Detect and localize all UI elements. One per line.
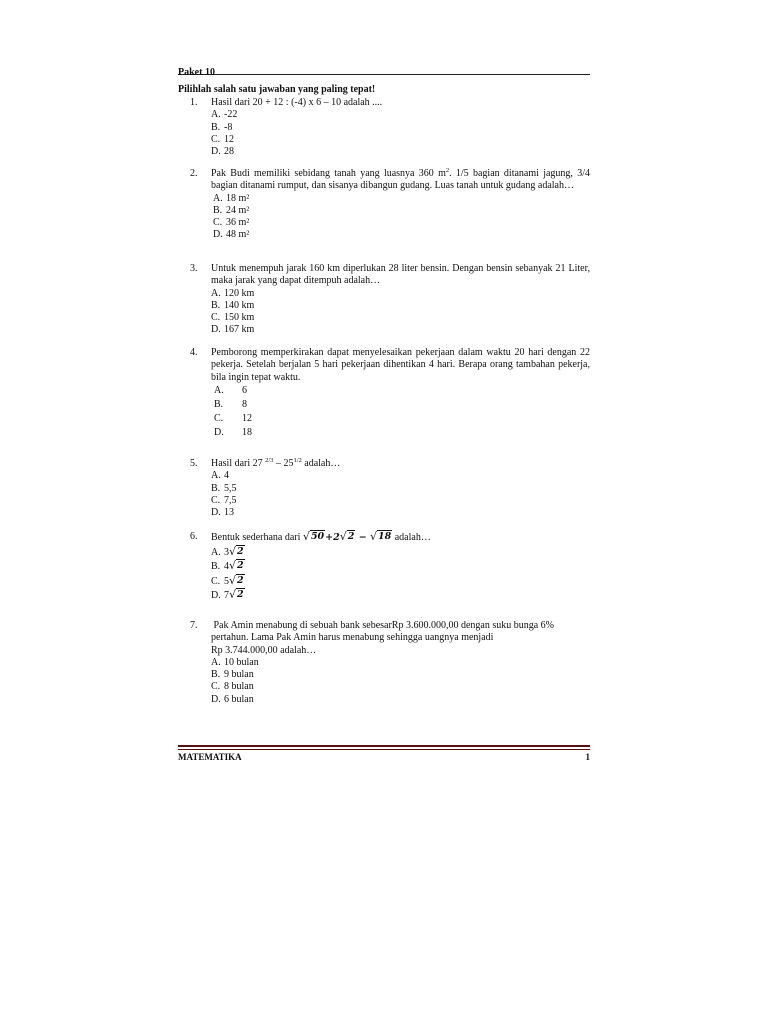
question-text: Pemborong memperkirakan dapat menyelesaikan pekerjaan dalam waktu 20 hari dengan 22 pekerja. Setelah berjalan 5 hari pekerjaan dihentikan 4 hari. Berapa orang tambahan pekerja, bila ingin tepat waktu. bbox=[211, 347, 590, 383]
radical-18: √ 18 bbox=[369, 530, 392, 543]
option-b: B. 5,5 bbox=[211, 482, 237, 494]
question-text: Hasil dari 20 + 12 : (-4) x 6 – 10 adalah .... bbox=[211, 97, 383, 108]
option-d: D. 6 bulan bbox=[211, 693, 254, 705]
option-d: D. 13 bbox=[211, 507, 234, 519]
option-a: A. 10 bulan bbox=[211, 656, 259, 668]
option-b: B. 140 km bbox=[211, 299, 255, 311]
question-text: Pak Budi memiliki sebidang tanah yang luasnya 360 $m^2$. 1/5 bagian ditanami jagung, 3/4 bagian ditanami rumput, dan sisanya dibangun gudang. Luas tanah untuk gudang adalah… bbox=[211, 167, 590, 192]
question-number: 6. bbox=[190, 531, 198, 542]
question-number: 5. bbox=[190, 458, 198, 469]
option-c: C. 5 √ 2 bbox=[211, 573, 244, 587]
radical-2: √ 2 bbox=[339, 530, 355, 543]
option-d: D. 7 √ 2 bbox=[211, 588, 244, 601]
question-text-line-2: pertahun. Lama Pak Amin harus menabung sehingga uangnya menjadi bbox=[211, 632, 494, 644]
option-a: A. 6 bbox=[214, 384, 247, 396]
question-6 bbox=[190, 530, 590, 603]
question-1 bbox=[190, 97, 590, 158]
option-c: C. 7,5 bbox=[211, 494, 237, 506]
option-b: B. 8 bbox=[214, 398, 247, 410]
option-d: D. 28 bbox=[211, 146, 234, 158]
option-c: C. 36 m² bbox=[213, 217, 250, 229]
option-a: A. 120 km bbox=[211, 287, 255, 299]
page-header bbox=[178, 62, 590, 78]
question-text: Hasil dari 27 $^{2/3} - 25^{1/2}$ adalah… bbox=[211, 457, 341, 469]
question-3 bbox=[190, 263, 590, 337]
option-d: D. 48 m² bbox=[213, 229, 250, 241]
option-a: A. -22 bbox=[211, 109, 238, 121]
option-b: B. 4 √ 2 bbox=[211, 559, 244, 572]
question-7 bbox=[190, 620, 590, 706]
option-c: C. 12 bbox=[211, 133, 234, 145]
footer-divider bbox=[178, 745, 590, 750]
option-d: D. 167 km bbox=[211, 324, 255, 336]
question-number: 3. bbox=[190, 263, 198, 274]
question-5 bbox=[190, 458, 590, 519]
page-number: 1 bbox=[585, 752, 590, 762]
question-number: 2. bbox=[190, 168, 198, 179]
packet-title: Paket 10 bbox=[178, 67, 215, 78]
option-d: D. 18 bbox=[214, 426, 252, 438]
option-b: B. 24 m² bbox=[213, 204, 250, 216]
option-a: A. 4 bbox=[211, 470, 229, 482]
option-a: A. 3 √ 2 bbox=[211, 544, 244, 558]
question-text: Untuk menempuh jarak 160 km diperlukan 28 liter bensin. Dengan bensin sebanyak 21 Liter, maka jarak yang dapat ditempuh adalah… bbox=[211, 263, 590, 287]
question-text: Bentuk sederhana dari √ 50 +2 √ 2 − √ 18 adalah… bbox=[211, 530, 431, 543]
option-b: B. -8 bbox=[211, 121, 233, 133]
question-text-line-1: Pak Amin menabung di sebuah bank sebesarRp 3.600.000,00 dengan suku bunga 6% bbox=[211, 620, 555, 631]
question-text-line-3: Rp 3.744.000,00 adalah… bbox=[211, 644, 317, 656]
option-a: A. 18 m² bbox=[213, 192, 250, 204]
question-number: 4. bbox=[190, 347, 198, 358]
subject-label: MATEMATIKA bbox=[178, 752, 242, 762]
question-number: 1. bbox=[190, 97, 198, 108]
instruction-text: Pilihlah salah satu jawaban yang paling tepat! bbox=[178, 84, 376, 95]
option-c: C. 12 bbox=[214, 412, 252, 424]
question-4 bbox=[190, 347, 590, 440]
option-b: B. 9 bulan bbox=[211, 669, 254, 681]
radical-50: √ 50 bbox=[302, 530, 325, 543]
option-c: C. 150 km bbox=[211, 312, 255, 324]
question-2 bbox=[190, 168, 590, 242]
option-c: C. 8 bulan bbox=[211, 681, 254, 693]
question-number: 7. bbox=[190, 620, 198, 631]
